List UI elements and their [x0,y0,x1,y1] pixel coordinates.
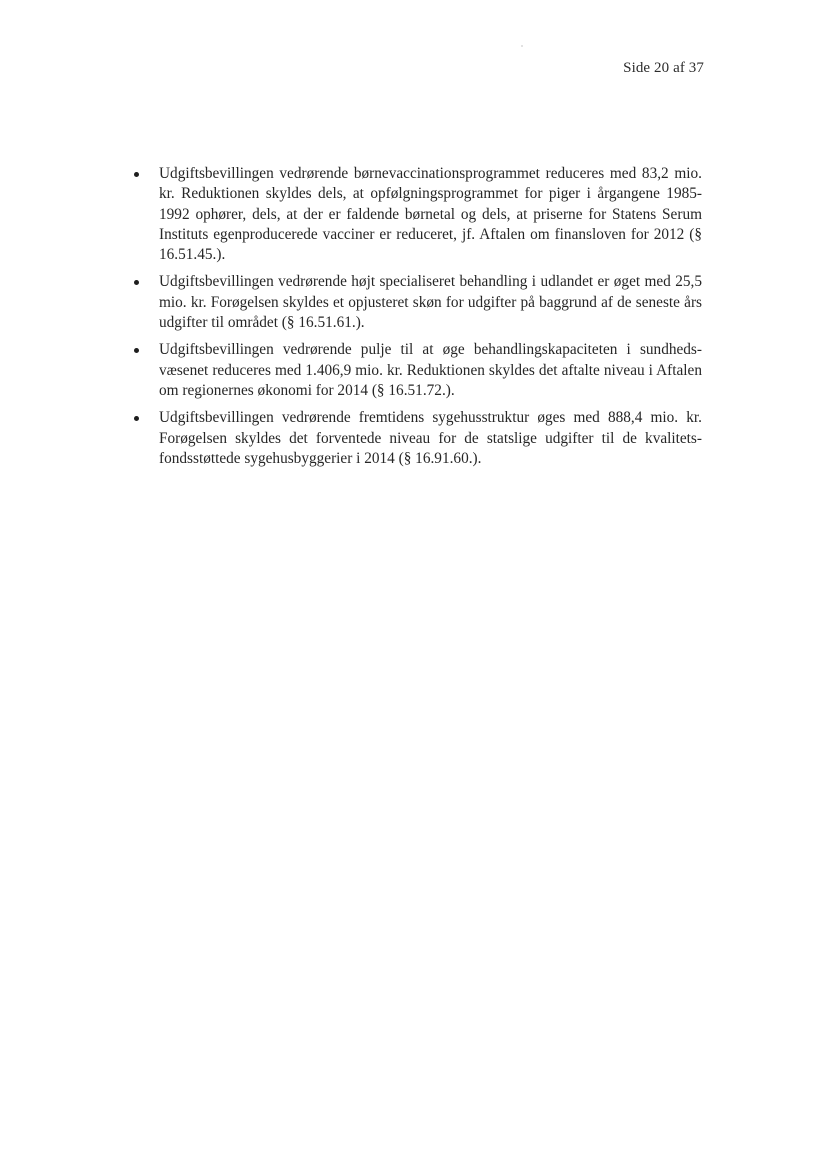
bullet-item-vaccination [126,164,702,265]
bullet-text: Udgiftsbevillingen vedrørende fremtidens sygehusstruktur øges med 888,4 mio. kr. Forøgelsen skyldes det forventede niveau for de statslige udgifter til de kvalitetsfondsstøttede sygehusbyggerier i 2014 (§ 16.91.60.). [159,409,702,467]
bullet-dot-icon [134,280,139,285]
scan-speck [521,45,523,47]
bullet-dot-icon [134,348,139,353]
page-number: Side 20 af 37 [623,60,704,76]
bullet-item-specialized-treatment [126,272,702,333]
bullet-item-hospital-structure [126,408,702,469]
bullet-text: Udgiftsbevillingen vedrørende højt specialiseret behandling i udlandet er øget med 25,5 mio. kr. Forøgelsen skyldes et opjusteret skøn for udgifter på baggrund af de seneste års udgifter til området (§ 16.51.61.). [159,273,702,332]
bullet-dot-icon [134,172,139,177]
bullet-text: Udgiftsbevillingen vedrørende børnevaccinationsprogrammet reduceres med 83,2 mio. kr. Reduktionen skyldes dels, at opfølgningsprogrammet for piger i årgangene 1985-1992 ophører, dels, at der er faldende børnetal og dels, at priserne for Statens Serum Instituts egenproducerede vacciner er reduceret, jf. Aftalen om finansloven for 2012 (§ 16.51.45.). [159,165,702,264]
bullet-list [126,164,702,476]
bullet-text: Udgiftsbevillingen vedrørende pulje til at øge behandlingskapaciteten i sundhedsvæsenet reduceres med 1.406,9 mio. kr. Reduktionen skyldes det aftalte niveau i Aftalen om regionernes økonomi for 2014 (§ 16.51.72.). [159,341,702,399]
bullet-dot-icon [134,416,139,421]
bullet-item-capacity-pool [126,340,702,401]
